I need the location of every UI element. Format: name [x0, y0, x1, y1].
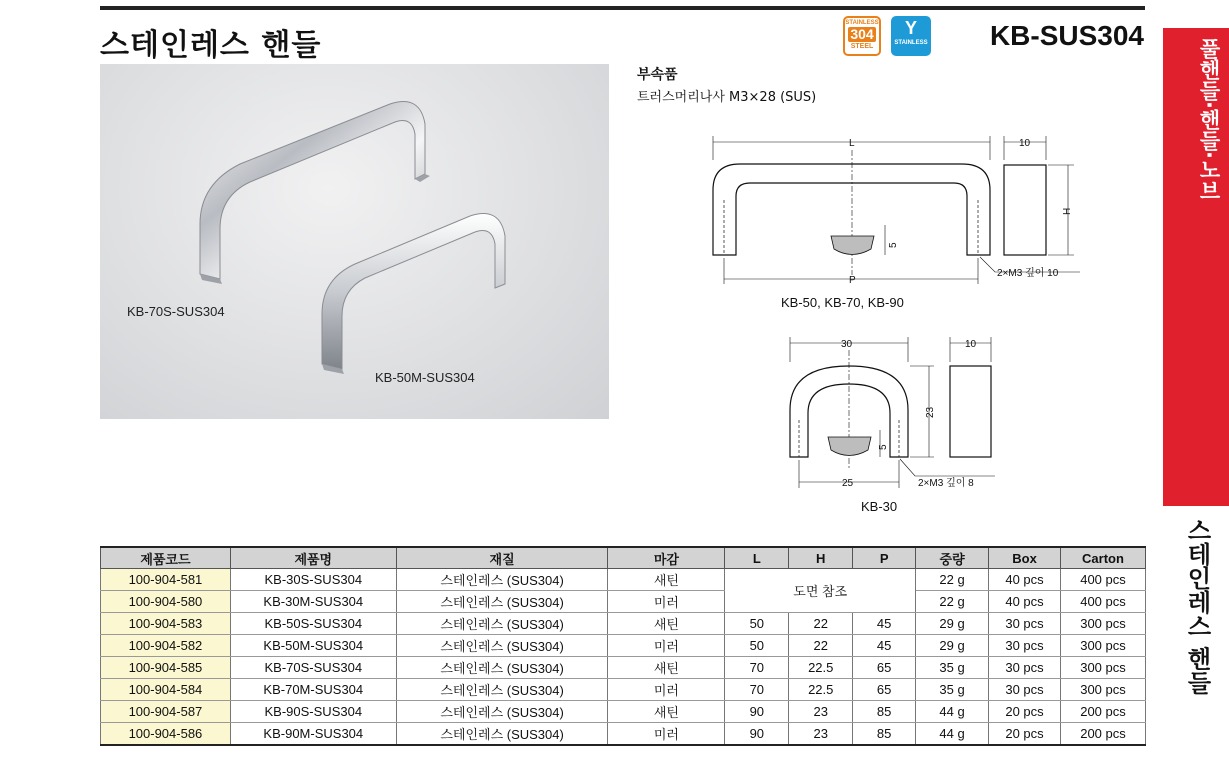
- cell-p: 45: [853, 635, 916, 657]
- cell-box: 30 pcs: [989, 657, 1061, 679]
- dim-10-label-a: 10: [1019, 138, 1031, 149]
- cell-weight: 22 g: [916, 591, 989, 613]
- cell-material: 스테인레스 (SUS304): [396, 657, 608, 679]
- cell-code: 100-904-584: [101, 679, 231, 701]
- table-header-row: [101, 547, 1146, 569]
- cell-h: 22: [789, 635, 853, 657]
- table-row: [101, 657, 1146, 679]
- table-row: [101, 635, 1146, 657]
- cell-finish: 새틴: [608, 657, 725, 679]
- cell-material: 스테인레스 (SUS304): [396, 635, 608, 657]
- spec-table: [100, 546, 1146, 746]
- stainless-badge-label: STAINLESS: [894, 40, 928, 46]
- accessory-text: 트러스머리나사 M3×28 (SUS): [637, 90, 817, 105]
- cell-carton: 400 pcs: [1060, 591, 1145, 613]
- cell-material: 스테인레스 (SUS304): [396, 569, 608, 591]
- drawing-a-caption: KB-50, KB-70, KB-90: [781, 295, 904, 310]
- table-row: [101, 701, 1146, 723]
- y-logo-icon: Y: [904, 18, 917, 38]
- cell-l: 90: [725, 701, 789, 723]
- drawing-a: [713, 136, 1080, 284]
- cell-material: 스테인레스 (SUS304): [396, 723, 608, 746]
- cell-finish: 미러: [608, 679, 725, 701]
- cell-name: KB-30S-SUS304: [230, 569, 396, 591]
- cell-weight: 35 g: [916, 657, 989, 679]
- cell-carton: 300 pcs: [1060, 679, 1145, 701]
- cell-h: 22: [789, 613, 853, 635]
- cell-carton: 200 pcs: [1060, 701, 1145, 723]
- dim-p-label: P: [849, 275, 856, 286]
- cell-finish: 미러: [608, 591, 725, 613]
- table-row: [101, 679, 1146, 701]
- cell-name: KB-90M-SUS304: [230, 723, 396, 746]
- cell-box: 30 pcs: [989, 613, 1061, 635]
- cell-finish: 새틴: [608, 701, 725, 723]
- dim-23-label: 23: [925, 406, 936, 418]
- table-row: [101, 569, 1146, 591]
- badge-number: 304: [848, 27, 876, 42]
- cell-h: 22.5: [789, 657, 853, 679]
- model-code: KB-SUS304: [989, 20, 1144, 51]
- cell-h: 23: [789, 723, 853, 746]
- cell-carton: 200 pcs: [1060, 723, 1145, 746]
- header-box: Box: [989, 547, 1061, 569]
- cell-material: 스테인레스 (SUS304): [396, 701, 608, 723]
- header-material: 재질: [396, 547, 608, 569]
- cell-finish: 미러: [608, 723, 725, 746]
- cell-box: 20 pcs: [989, 723, 1061, 746]
- header-weight: 중량: [916, 547, 989, 569]
- dim-5-label-a: 5: [888, 242, 899, 248]
- cell-name: KB-90S-SUS304: [230, 701, 396, 723]
- cell-material: 스테인레스 (SUS304): [396, 613, 608, 635]
- cell-finish: 새틴: [608, 613, 725, 635]
- header-name: 제품명: [230, 547, 396, 569]
- cell-code: 100-904-587: [101, 701, 231, 723]
- cell-l: 50: [725, 635, 789, 657]
- header-carton: Carton: [1060, 547, 1145, 569]
- cell-weight: 44 g: [916, 723, 989, 746]
- cell-carton: 300 pcs: [1060, 613, 1145, 635]
- cell-finish: 새틴: [608, 569, 725, 591]
- cell-l: 90: [725, 723, 789, 746]
- cell-name: KB-50S-SUS304: [230, 613, 396, 635]
- cell-code: 100-904-585: [101, 657, 231, 679]
- header-h: H: [789, 547, 853, 569]
- accessory-title: 부속품: [637, 67, 678, 83]
- dim-10-label-b: 10: [965, 339, 977, 350]
- cell-drawing-ref: 도면 참조: [725, 569, 916, 613]
- dim-5-label-b: 5: [878, 444, 889, 450]
- dim-h-label: H: [1062, 207, 1073, 215]
- cell-l: 50: [725, 613, 789, 635]
- cell-weight: 22 g: [916, 569, 989, 591]
- cell-name: KB-50M-SUS304: [230, 635, 396, 657]
- cell-p: 45: [853, 613, 916, 635]
- cell-name: KB-70M-SUS304: [230, 679, 396, 701]
- cell-carton: 300 pcs: [1060, 635, 1145, 657]
- cell-carton: 400 pcs: [1060, 569, 1145, 591]
- photo-label-large: KB-70S-SUS304: [127, 304, 225, 319]
- cell-material: 스테인레스 (SUS304): [396, 591, 608, 613]
- drawing-b-caption: KB-30: [861, 499, 898, 514]
- category-side-text: 풀핸들·핸들·노브: [1197, 38, 1221, 201]
- cell-finish: 미러: [608, 635, 725, 657]
- cell-p: 65: [853, 657, 916, 679]
- cell-l: 70: [725, 679, 789, 701]
- photo-label-small: KB-50M-SUS304: [375, 370, 475, 385]
- drawing-b: [790, 337, 995, 488]
- cell-p: 65: [853, 679, 916, 701]
- header-p: P: [853, 547, 916, 569]
- header-l: L: [725, 547, 789, 569]
- thread-note-b: 2×M3 깊이 8: [918, 478, 974, 489]
- dim-l-label: L: [849, 138, 855, 149]
- badge-top-text: STAINLESS: [845, 20, 879, 26]
- cell-carton: 300 pcs: [1060, 657, 1145, 679]
- cell-code: 100-904-581: [101, 569, 231, 591]
- category-side-tab: [1163, 28, 1229, 506]
- cell-weight: 29 g: [916, 635, 989, 657]
- cell-box: 20 pcs: [989, 701, 1061, 723]
- section-side-text: 스테인레스 핸들: [1183, 518, 1211, 695]
- cell-name: KB-70S-SUS304: [230, 657, 396, 679]
- cell-box: 30 pcs: [989, 635, 1061, 657]
- cell-h: 22.5: [789, 679, 853, 701]
- thread-note-a: 2×M3 깊이 10: [997, 268, 1059, 279]
- table-row: [101, 723, 1146, 746]
- header-code: 제품코드: [101, 547, 231, 569]
- cell-weight: 35 g: [916, 679, 989, 701]
- dim-30-label: 30: [841, 339, 853, 350]
- section-side-tab: [1163, 506, 1229, 761]
- dim-25-label: 25: [842, 478, 854, 489]
- cell-p: 85: [853, 701, 916, 723]
- cell-code: 100-904-582: [101, 635, 231, 657]
- cell-weight: 29 g: [916, 613, 989, 635]
- cell-material: 스테인레스 (SUS304): [396, 679, 608, 701]
- cell-h: 23: [789, 701, 853, 723]
- table-row: [101, 613, 1146, 635]
- page-title: 스테인레스 핸들: [100, 28, 322, 63]
- cell-p: 85: [853, 723, 916, 746]
- cell-code: 100-904-583: [101, 613, 231, 635]
- badge-bottom-text: STEEL: [850, 43, 874, 50]
- cell-box: 40 pcs: [989, 569, 1061, 591]
- cell-box: 40 pcs: [989, 591, 1061, 613]
- cell-box: 30 pcs: [989, 679, 1061, 701]
- table-row: [101, 591, 1146, 613]
- cell-weight: 44 g: [916, 701, 989, 723]
- cell-code: 100-904-586: [101, 723, 231, 746]
- cell-l: 70: [725, 657, 789, 679]
- cell-code: 100-904-580: [101, 591, 231, 613]
- cell-name: KB-30M-SUS304: [230, 591, 396, 613]
- header-finish: 마감: [608, 547, 725, 569]
